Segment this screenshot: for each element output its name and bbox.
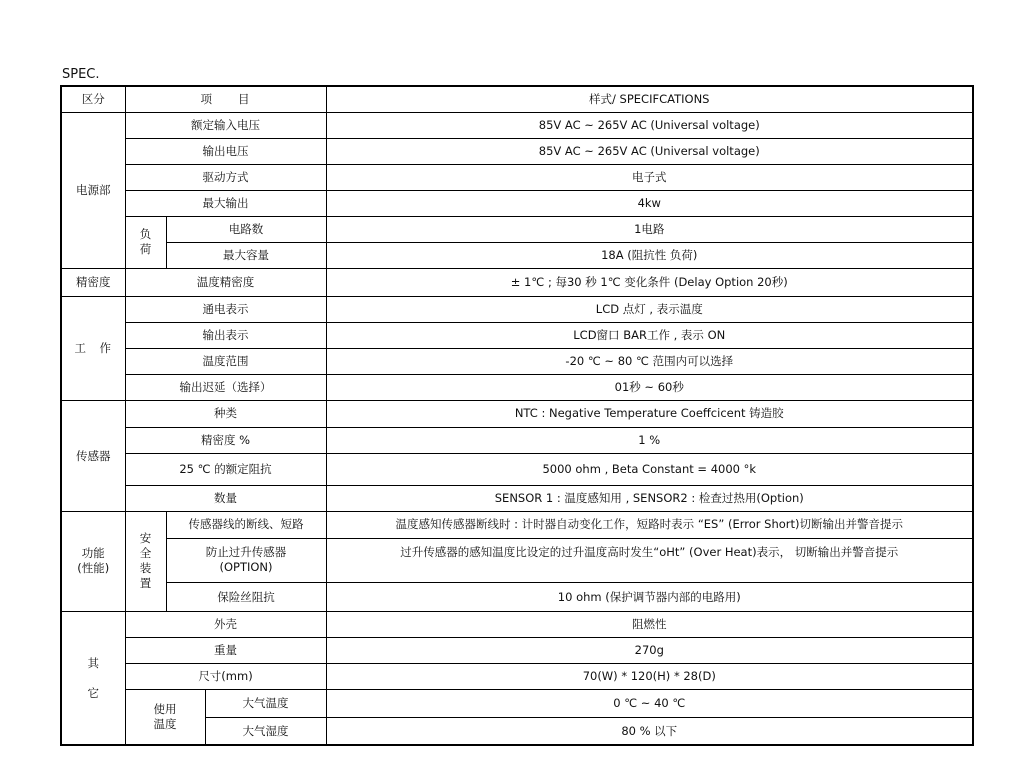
safety-char: 安 xyxy=(139,531,152,546)
item-cell: 输出表示 xyxy=(125,323,326,349)
table-header-row xyxy=(61,86,973,112)
spec-cell: 0 ℃ ~ 40 ℃ xyxy=(326,690,973,718)
item-cell: 大气湿度 xyxy=(205,718,326,745)
spec-cell: 80 % 以下 xyxy=(326,718,973,745)
spec-cell: LCD 点灯 , 表示温度 xyxy=(326,297,973,323)
load-label-2: 荷 xyxy=(139,242,152,257)
header-spec: 样式/ SPECIFCATIONS xyxy=(326,86,973,112)
spec-cell: 5000 ohm , Beta Constant = 4000 °k xyxy=(326,453,973,485)
header-category: 区分 xyxy=(61,86,125,112)
table-row xyxy=(61,582,973,611)
item-cell: 尺寸(mm) xyxy=(125,664,326,690)
table-row xyxy=(61,138,973,164)
item-text: (OPTION) xyxy=(219,560,273,575)
table-row xyxy=(61,664,973,690)
item-text: 防止过升传感器 xyxy=(205,545,287,560)
safety-char: 置 xyxy=(139,576,152,591)
spec-cell: SENSOR 1 : 温度感知用 , SENSOR2 : 检查过热用(Option) xyxy=(326,485,973,511)
table-row xyxy=(61,112,973,138)
use-temp-label xyxy=(125,690,205,745)
spec-cell: 过升传感器的感知温度比设定的过升温度高时发生“oHt” (Over Heat)表示， 切断输出并警音提示 xyxy=(326,538,973,582)
item-cell: 重量 xyxy=(125,638,326,664)
table-row xyxy=(61,612,973,638)
item-cell: 25 ℃ 的额定阻抗 xyxy=(125,453,326,485)
item-cell: 精密度 % xyxy=(125,427,326,453)
table-row xyxy=(61,427,973,453)
item-cell: 温度范围 xyxy=(125,349,326,375)
table-row xyxy=(61,485,973,511)
item-cell: 保险丝阻抗 xyxy=(166,582,326,611)
use-label-2: 温度 xyxy=(153,717,177,732)
item-cell: 最大输出 xyxy=(125,190,326,216)
item-cell: 通电表示 xyxy=(125,297,326,323)
table-row xyxy=(61,511,973,538)
table-row xyxy=(61,453,973,485)
spec-cell: 4kw xyxy=(326,190,973,216)
spec-cell: 1电路 xyxy=(326,216,973,242)
table-row xyxy=(61,690,973,718)
item-cell: 数量 xyxy=(125,485,326,511)
table-row xyxy=(61,375,973,401)
spec-cell: ± 1℃ ; 每30 秒 1℃ 变化条件 (Delay Option 20秒) xyxy=(326,269,973,297)
table-row xyxy=(61,323,973,349)
load-label-1: 负 xyxy=(139,227,152,242)
item-cell: 传感器线的断线、短路 xyxy=(166,511,326,538)
spec-cell: 01秒 ~ 60秒 xyxy=(326,375,973,401)
category-other-2: 它 xyxy=(87,685,99,700)
table-row xyxy=(61,638,973,664)
header-item: 项 目 xyxy=(125,86,326,112)
table-row xyxy=(61,538,973,582)
safety-char: 装 xyxy=(139,561,152,576)
item-cell: 输出迟延（选择） xyxy=(125,375,326,401)
use-label-1: 使用 xyxy=(153,702,177,717)
spec-cell: 1 % xyxy=(326,427,973,453)
spec-cell: 70(W) * 120(H) * 28(D) xyxy=(326,664,973,690)
item-cell: 输出电压 xyxy=(125,138,326,164)
spec-cell: -20 ℃ ~ 80 ℃ 范围内可以选择 xyxy=(326,349,973,375)
table-row xyxy=(61,164,973,190)
category-power: 电源部 xyxy=(61,112,125,268)
item-cell: 驱动方式 xyxy=(125,164,326,190)
table-row xyxy=(61,269,973,297)
spec-cell: 18A (阻抗性 负荷) xyxy=(326,242,973,268)
spec-cell: 85V AC ~ 265V AC (Universal voltage) xyxy=(326,138,973,164)
spec-cell: 10 ohm (保护调节器内部的电路用) xyxy=(326,582,973,611)
item-cell xyxy=(166,538,326,582)
category-function-2: (性能) xyxy=(77,561,110,576)
category-function-1: 功能 xyxy=(81,546,105,561)
page-title: SPEC. xyxy=(62,67,100,82)
safety-char: 全 xyxy=(139,546,152,561)
spec-table xyxy=(60,85,974,746)
item-cell: 大气温度 xyxy=(205,690,326,718)
item-cell: 最大容量 xyxy=(166,242,326,268)
category-sensor: 传感器 xyxy=(61,401,125,511)
table-row xyxy=(61,297,973,323)
table-row xyxy=(61,216,973,242)
spec-cell: LCD窗口 BAR工作 , 表示 ON xyxy=(326,323,973,349)
spec-cell: 270g xyxy=(326,638,973,664)
item-cell: 电路数 xyxy=(166,216,326,242)
spec-cell: 电子式 xyxy=(326,164,973,190)
item-cell: 额定输入电压 xyxy=(125,112,326,138)
category-precision: 精密度 xyxy=(61,269,125,297)
category-operation: 工 作 xyxy=(61,297,125,401)
table-row xyxy=(61,190,973,216)
spec-cell: 温度感知传感器断线时 : 计时器自动变化工作，短路时表示 “ES” (Error Short)切断输出并警音提示 xyxy=(326,511,973,538)
item-cell: 种类 xyxy=(125,401,326,427)
table-row xyxy=(61,401,973,427)
table-row xyxy=(61,242,973,268)
spec-cell: 阻燃性 xyxy=(326,612,973,638)
category-other-1: 其 xyxy=(87,655,99,670)
safety-device-label xyxy=(125,511,166,611)
category-other xyxy=(61,612,125,745)
spec-cell: NTC : Negative Temperature Coeffcicent 铸造胶 xyxy=(326,401,973,427)
spec-cell: 85V AC ~ 265V AC (Universal voltage) xyxy=(326,112,973,138)
item-cell: 温度精密度 xyxy=(125,269,326,297)
table-row xyxy=(61,349,973,375)
item-cell: 外壳 xyxy=(125,612,326,638)
load-label xyxy=(125,216,166,268)
category-function xyxy=(61,511,125,611)
